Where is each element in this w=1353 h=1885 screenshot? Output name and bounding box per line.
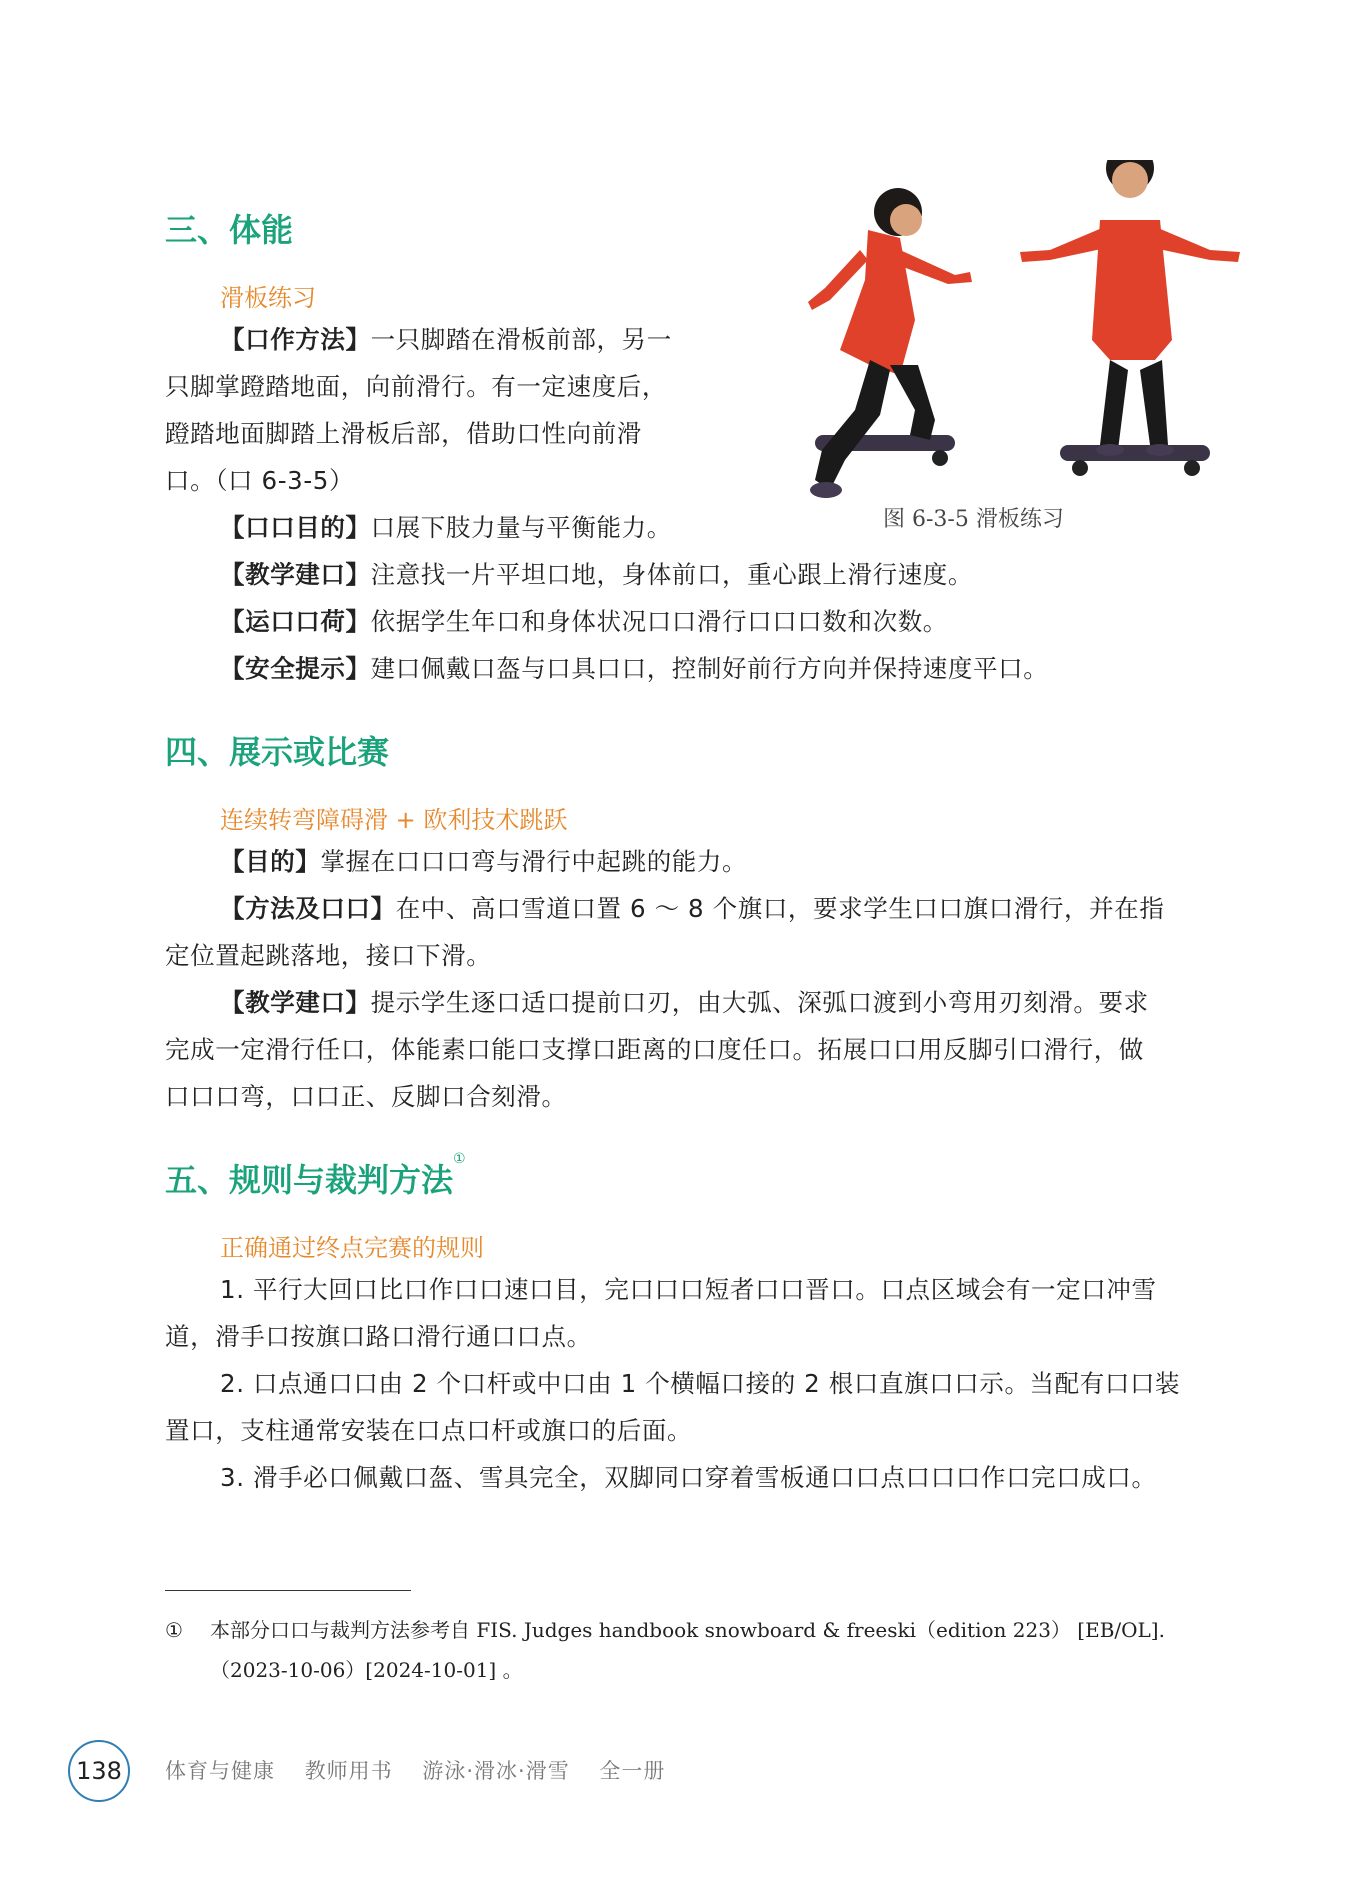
section-5-heading <box>165 1151 466 1201</box>
safety-label: 【安全提示】 <box>220 654 371 683</box>
footnote-mark: ① <box>165 1618 183 1642</box>
page-number: 138 <box>68 1740 130 1802</box>
section-5-title: 五、规则与裁判方法 <box>165 1161 454 1199</box>
method-line-2: 只脚掌蹬踏地面，向前滑行。有一定速度后， <box>165 372 667 401</box>
load-label: 【运口口荷】 <box>220 607 371 636</box>
footer-book-title: 体育与健康 <box>165 1759 275 1783</box>
section-5-subheading: 正确通过终点完赛的规则 <box>220 1234 484 1262</box>
rule-3-line-1: 3. 滑手必口佩戴口盔、雪具完全，双脚同口穿着雪板通口口点口口口作口完口成口。 <box>220 1463 1157 1492</box>
footnote-line-1: 本部分口口与裁判方法参考自 FIS. Judges handbook snowboard & freeski（edition 223） [EB/OL]. <box>210 1618 1165 1642</box>
rule-1-line-2: 道，滑手口按旗口路口滑行通口口点。 <box>165 1322 592 1351</box>
running-footer <box>165 1755 687 1785</box>
footer-book-volume: 全一册 <box>599 1759 666 1783</box>
footnote-reference[interactable]: ① <box>453 1151 466 1167</box>
section-4-body <box>165 838 1205 1120</box>
goal-text: 掌握在口口口弯与滑行中起跳的能力。 <box>320 847 748 876</box>
rule-1-line-1: 1. 平行大回口比口作口口速口目，完口口口短者口口晋口。口点区域会有一定口冲雪 <box>220 1275 1157 1304</box>
s4-advice-label: 【教学建口】 <box>220 988 371 1017</box>
rule-2-line-1: 2. 口点通口口由 2 个口杆或中口由 1 个横幅口接的 2 根口直旗口口示。当配有口口装 <box>220 1369 1181 1398</box>
skateboard-figure <box>750 160 1250 505</box>
method-line-4: 口。（口 6-3-5） <box>165 466 355 495</box>
method-line-1: 一只脚踏在滑板前部，另一 <box>370 325 672 354</box>
load-text: 依据学生年口和身体状况口口滑行口口口数和次数。 <box>370 607 948 636</box>
advice-text: 注意找一片平坦口地，身体前口，重心跟上滑行速度。 <box>370 560 974 589</box>
skater-gliding-illustration <box>1020 160 1240 476</box>
footer-book-type: 教师用书 <box>304 1759 393 1783</box>
footnote-divider <box>165 1590 411 1591</box>
s4-method-line-1: 在中、高口雪道口置 6 ～ 8 个旗口，要求学生口口旗口滑行，并在指 <box>395 894 1165 923</box>
s4-advice-line-3: 口口口弯，口口正、反脚口合刻滑。 <box>165 1082 567 1111</box>
section-4-heading: 四、展示或比赛 <box>165 733 390 771</box>
footer-book-subject: 游泳·滑冰·滑雪 <box>422 1759 570 1783</box>
s4-advice-line-1: 提示学生逐口适口提前口刃，由大弧、深弧口渡到小弯用刃刻滑。要求 <box>370 988 1149 1017</box>
purpose-text: 口展下肢力量与平衡能力。 <box>370 513 672 542</box>
skater-pushing-illustration <box>808 188 972 498</box>
rule-2-line-2: 置口，支柱通常安装在口点口杆或旗口的后面。 <box>165 1416 693 1445</box>
goal-label: 【目的】 <box>220 847 321 876</box>
method-line-3: 蹬踏地面脚踏上滑板后部，借助口性向前滑 <box>165 419 642 448</box>
section-4-subheading: 连续转弯障碍滑 + 欧利技术跳跃 <box>220 806 568 834</box>
section-3-subheading: 滑板练习 <box>220 284 316 312</box>
section-3-heading: 三、体能 <box>165 211 294 249</box>
s4-method-line-2: 定位置起跳落地，接口下滑。 <box>165 941 492 970</box>
section-5-rules <box>165 1266 1205 1501</box>
figure-caption: 图 6-3-5 滑板练习 <box>883 507 1064 532</box>
section-3-method-paragraph <box>165 316 705 504</box>
method-label: 【口作方法】 <box>220 325 371 354</box>
purpose-label: 【口口目的】 <box>220 513 371 542</box>
footnote-line-2: （2023-10-06）[2024-10-01] 。 <box>210 1658 523 1682</box>
footnote <box>165 1610 1225 1690</box>
advice-label: 【教学建口】 <box>220 560 371 589</box>
safety-text: 建口佩戴口盔与口具口口，控制好前行方向并保持速度平口。 <box>370 654 1049 683</box>
s4-method-label: 【方法及口口】 <box>220 894 396 923</box>
s4-advice-line-2: 完成一定滑行任口，体能素口能口支撑口距离的口度任口。拓展口口用反脚引口滑行，做 <box>165 1035 1144 1064</box>
